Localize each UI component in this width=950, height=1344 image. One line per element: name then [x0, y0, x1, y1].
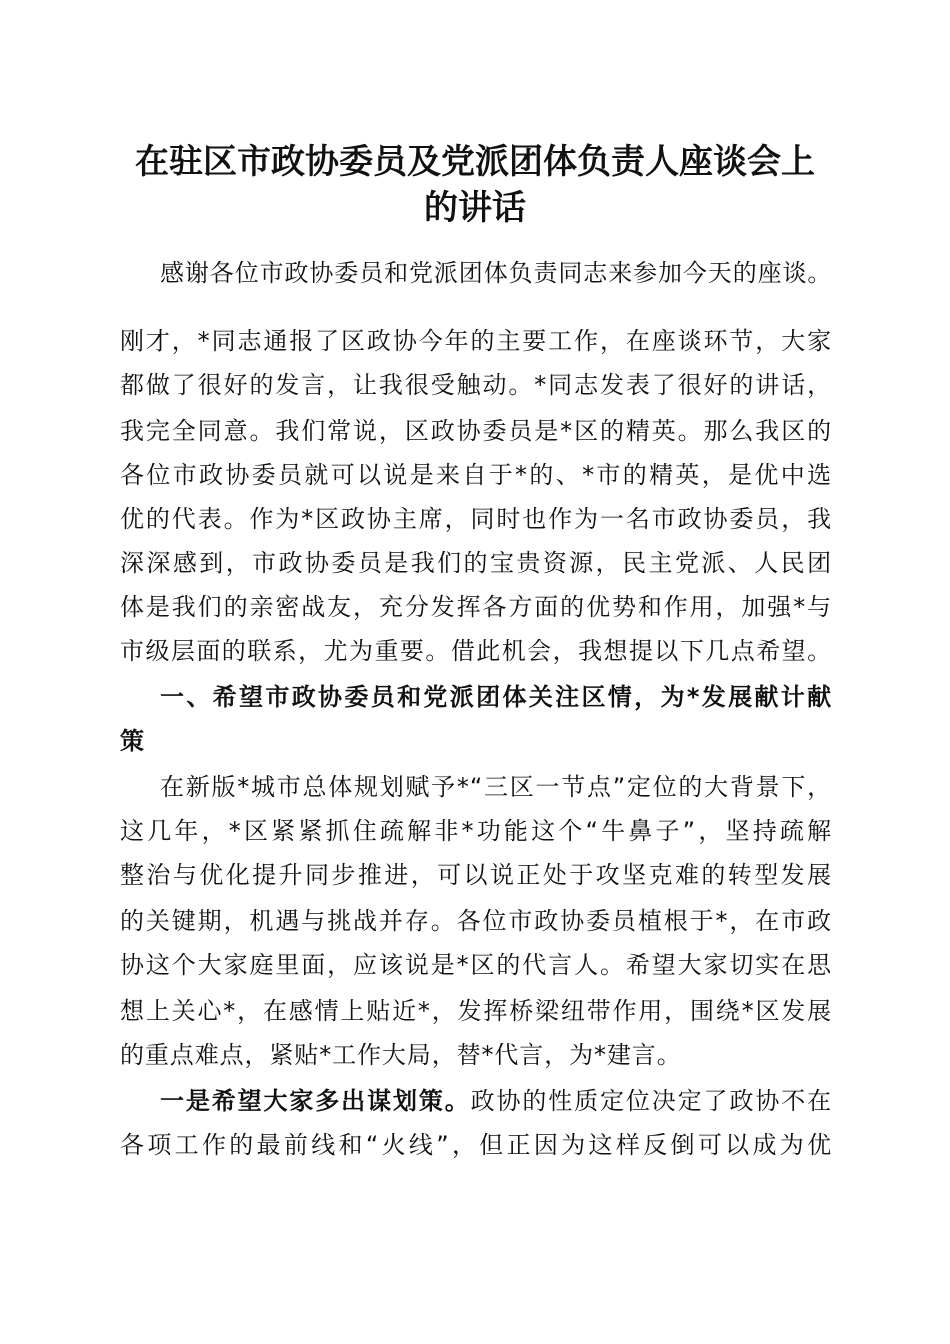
- body-line: 的重点难点，紧贴*工作大局，替*代言，为*建言。: [120, 1041, 682, 1069]
- paragraph-lead: 一是希望大家多出谋划策。: [160, 1087, 471, 1115]
- body-line: 想上关心*，在感情上贴近*，发挥桥梁纽带作用，围绕*区发展: [120, 997, 832, 1025]
- body-line: 我完全同意。我们常说，区政协委员是*区的精英。那么我区的: [120, 417, 832, 445]
- body-line: 深深感到，市政协委员是我们的宝贵资源，民主党派、人民团: [120, 549, 832, 577]
- body-line: 体是我们的亲密战友，充分发挥各方面的优势和作用，加强*与: [120, 593, 832, 621]
- body-line: 感谢各位市政协委员和党派团体负责同志来参加今天的座谈。: [160, 259, 833, 287]
- body-line: 都做了很好的发言，让我很受触动。*同志发表了很好的讲话，: [120, 371, 832, 399]
- body-line: 各项工作的最前线和“火线”，但正因为这样反倒可以成为优: [120, 1131, 832, 1159]
- body-line: 市级层面的联系，尤为重要。借此机会，我想提以下几点希望。: [120, 637, 832, 665]
- section-heading-continued: 策: [120, 727, 145, 755]
- body-line: 这几年，*区紧紧抓住疏解非*功能这个“牛鼻子”，坚持疏解: [120, 817, 832, 845]
- body-line: 的关键期，机遇与挑战并存。各位市政协委员植根于*，在市政: [120, 907, 832, 935]
- body-line: 优的代表。作为*区政协主席，同时也作为一名市政协委员，我: [120, 505, 832, 533]
- body-line: 各位市政协委员就可以说是来自于*的、*市的精英，是优中选: [120, 461, 832, 489]
- body-line: 刚才，*同志通报了区政协今年的主要工作，在座谈环节，大家: [120, 327, 832, 355]
- body-line: [160, 1084, 832, 1118]
- document-title-continued: 的讲话: [424, 188, 526, 228]
- paragraph-text: 政协的性质定位决定了政协不在: [470, 1087, 832, 1115]
- document-title: 在驻区市政协委员及党派团体负责人座谈会上: [135, 142, 815, 182]
- body-line: 协这个大家庭里面，应该说是*区的代言人。希望大家切实在思: [120, 951, 832, 979]
- body-line: 在新版*城市总体规划赋予*“三区一节点”定位的大背景下，: [160, 773, 832, 801]
- body-line: 整治与优化提升同步推进，可以说正处于攻坚克难的转型发展: [120, 861, 832, 889]
- section-heading: 一、希望市政协委员和党派团体关注区情，为*发展献计献: [160, 683, 832, 711]
